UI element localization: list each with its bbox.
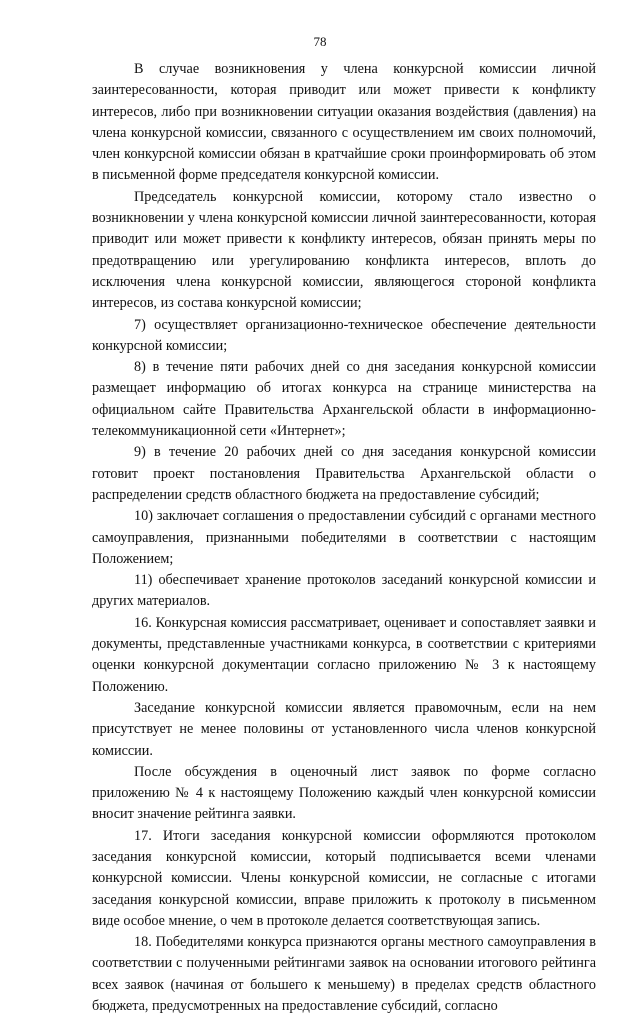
- paragraph-item-7: 7) осуществляет организационно-техническое обеспечение деятельности конкурсной комиссии;: [92, 316, 596, 354]
- paragraph-item-10: 10) заключает соглашения о предоставлении субсидий с органами местного самоуправления, признанными победителями в соответствии с настоящим Положением;: [92, 508, 596, 567]
- paragraph-conflict-of-interest: В случае возникновения у члена конкурсной комиссии личной заинтересованности, которая приводит или может привести к конфликту интересов, либо при возникновении ситуации оказания воздействия (давления) на члена конкурсной комиссии, связанного с осуществлением им своих полномочий, член конкурсной комиссии обязан в кратчайшие сроки проинформировать об этом в письменной форме председателя конкурсной комиссии.: [92, 61, 596, 184]
- paragraph-chairman-duties: Председатель конкурсной комиссии, которому стало известно о возникновении у члена конкурсной комиссии личной заинтересованности, которая приводит или может привести к конфликту интересов, обязан принять меры по предотвращению или урегулированию конфликта интересов, вплоть до исключения члена конкурсной комиссии, являющегося стороной конфликта интересов, из состава конкурсной комиссии;: [92, 188, 596, 312]
- page-number: 78: [313, 34, 327, 49]
- paragraph-section-16: 16. Конкурсная комиссия рассматривает, оценивает и сопоставляет заявки и документы, представленные участниками конкурса, в соответствии с критериями оценки конкурсной документации согласно приложению № 3 к настоящему Положению.: [92, 614, 596, 695]
- paragraph-item-11: 11) обеспечивает хранение протоколов заседаний конкурсной комиссии и других материалов.: [92, 572, 596, 610]
- paragraph-item-9: 9) в течение 20 рабочих дней со дня заседания конкурсной комиссии готовит проект постановления Правительства Архангельской области о распределении средств областного бюджета на предоставление субсидий;: [92, 444, 596, 503]
- paragraph-quorum: Заседание конкурсной комиссии является правомочным, если на нем присутствует не менее половины от установленного числа членов конкурсной комиссии.: [92, 699, 596, 759]
- body-text: [92, 59, 596, 1017]
- paragraph-section-18: 18. Победителями конкурса признаются органы местного самоуправления в соответствии с полученными рейтингами заявок на основании итогового рейтинга всех заявок (начиная от большего к меньшему) в пределах средств областного бюджета, предусмотренных на предоставление субсидий, согласно: [92, 934, 596, 1015]
- paragraph-section-17: 17. Итоги заседания конкурсной комиссии оформляются протоколом заседания конкурсной комиссии, который подписывается всеми членами конкурсной комиссии. Члены конкурсной комиссии, не согласные с итогами заседания конкурсной комиссии, вправе приложить к протоколу в письменном виде особое мнение, о чем в протоколе делается соответствующая запись.: [92, 827, 596, 929]
- paragraph-item-8: 8) в течение пяти рабочих дней со дня заседания конкурсной комиссии размещает информацию об итогах конкурса на странице министерства на официальном сайте Правительства Архангельской области в информационно-телекоммуникационной сети «Интернет»;: [92, 359, 596, 440]
- paragraph-rating: После обсуждения в оценочный лист заявок по форме согласно приложению № 4 к настоящему Положению каждый член конкурсной комиссии вносит значение рейтинга заявки.: [92, 763, 596, 823]
